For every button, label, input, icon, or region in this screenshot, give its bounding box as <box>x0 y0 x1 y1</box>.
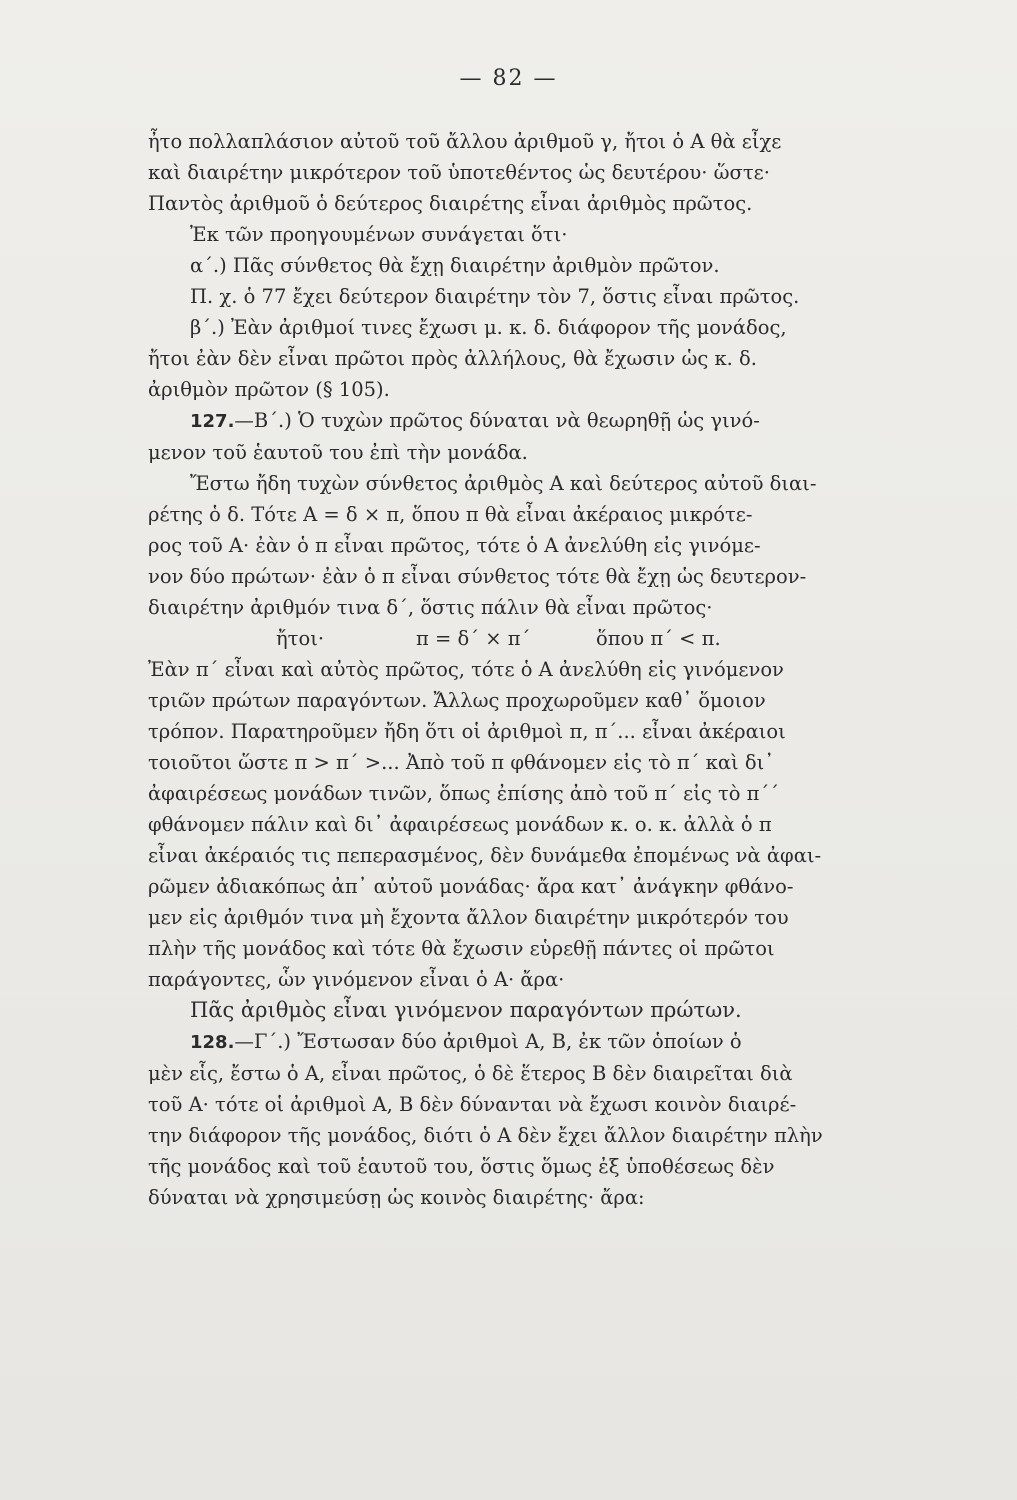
body-text <box>148 126 876 1213</box>
text-line: πλὴν τῆς μονάδος καὶ τότε θὰ ἔχωσιν εὑρεθῇ πάντες οἱ πρῶτοι <box>148 937 775 960</box>
corollary-b: β΄.) Ἐὰν ἀριθμοί τινες ἔχωσι μ. κ. δ. διάφορον τῆς μονάδος, <box>190 316 787 339</box>
text-line: τριῶν πρώτων παραγόντων. Ἄλλως προχωροῦμεν καθ᾿ ὅμοιον <box>148 689 766 712</box>
text-line: ρῶμεν ἀδιακόπως ἀπ᾿ αὐτοῦ μονάδας· ἄρα κατ᾿ ἀνάγκην φθάνο- <box>148 875 794 898</box>
formula-line <box>148 623 876 654</box>
text-line: νον δύο πρώτων· ἐὰν ὁ π εἶναι σύνθετος τότε θὰ ἔχῃ ὡς δευτερον- <box>148 565 807 588</box>
theorem-statement: Παντὸς ἀριθμοῦ ὁ δεύτερος διαιρέτης εἶναι ἀριθμὸς πρῶτος. <box>148 192 753 215</box>
formula-equation: π = δ΄ × π΄ <box>416 627 531 650</box>
section-number: 128. <box>190 1032 235 1053</box>
section-number: 127. <box>190 411 235 432</box>
example-line: Π. χ. ὁ 77 ἔχει δεύτερον διαιρέτην τὸν 7, ὅστις εἶναι πρῶτος. <box>190 285 800 308</box>
text-line: διαιρέτην ἀριθμόν τινα δ΄, ὅστις πάλιν θὰ εἶναι πρῶτος· <box>148 596 713 619</box>
theorem-conclusion: Πᾶς ἀριθμὸς εἶναι γινόμενον παραγόντων πρώτων. <box>190 998 742 1022</box>
text-line: εἶναι ἀκέραιός τις πεπερασμένος, δὲν δυνάμεθα ἐπομένως νὰ ἀφαι- <box>148 844 822 867</box>
text-line: ἤτοι ἐὰν δὲν εἶναι πρῶτοι πρὸς ἀλλήλους, θὰ ἔχωσιν ὡς κ. δ. <box>148 347 757 370</box>
text-line: τῆς μονάδος καὶ τοῦ ἑαυτοῦ του, ὅστις ὅμως ἐξ ὑποθέσεως δὲν <box>148 1155 775 1178</box>
text-line: ἀφαιρέσεως μονάδων τινῶν, ὅπως ἐπίσης ἀπὸ τοῦ π΄ εἰς τὸ π΄΄ <box>148 782 779 805</box>
text-line: Ἐκ τῶν προηγουμένων συνάγεται ὅτι· <box>190 223 568 246</box>
text-line: Ἔστω ἤδη τυχὼν σύνθετος ἀριθμὸς Α καὶ δεύτερος αὐτοῦ διαι- <box>190 472 817 495</box>
text-line: ρος τοῦ Α· ἐὰν ὁ π εἶναι πρῶτος, τότε ὁ Α ἀνελύθη εἰς γινόμε- <box>148 534 761 557</box>
section-128-heading: 128.—Γ΄.) Ἔστωσαν δύο ἀριθμοὶ Α, Β, ἐκ τῶν ὁποίων ὁ <box>190 1030 742 1053</box>
text-line: τοῦ Α· τότε οἱ ἀριθμοὶ Α, Β δὲν δύνανται νὰ ἔχωσι κοινὸν διαιρέ- <box>148 1093 797 1116</box>
text-line: παράγοντες, ὧν γινόμενον εἶναι ὁ Α· ἄρα· <box>148 968 565 991</box>
page-number: — 82 — <box>459 66 558 91</box>
text-line: την διάφορον τῆς μονάδος, διότι ὁ Α δὲν ἔχει ἄλλον διαιρέτην πλὴν <box>148 1124 823 1147</box>
text-line: καὶ διαιρέτην μικρότερον τοῦ ὑποτεθέντος ὡς δευτέρου· ὥστε· <box>148 161 770 184</box>
text-line: μενον τοῦ ἑαυτοῦ του ἐπὶ τὴν μονάδα. <box>148 441 528 464</box>
formula-lead: ἤτοι· <box>276 627 325 650</box>
text-line: μεν εἰς ἀριθμόν τινα μὴ ἔχοντα ἄλλον διαιρέτην μικρότερόν του <box>148 906 789 929</box>
text-line: μὲν εἷς, ἔστω ὁ Α, εἶναι πρῶτος, ὁ δὲ ἕτερος Β δὲν διαιρεῖται διὰ <box>148 1062 793 1085</box>
text-line: Ἐὰν π΄ εἶναι καὶ αὐτὸς πρῶτος, τότε ὁ Α ἀνελύθη εἰς γινόμενον <box>148 658 784 681</box>
text-line: δύναται νὰ χρησιμεύσῃ ὡς κοινὸς διαιρέτης· ἄρα: <box>148 1186 645 1209</box>
section-127-heading: 127.—Β΄.) Ὁ τυχὼν πρῶτος δύναται νὰ θεωρηθῇ ὡς γινό- <box>190 409 760 432</box>
text-line: τοιοῦτοι ὥστε π > π΄ >... Ἀπὸ τοῦ π φθάνομεν εἰς τὸ π΄ καὶ δι᾿ <box>148 751 774 774</box>
corollary-a: α΄.) Πᾶς σύνθετος θὰ ἔχῃ διαιρέτην ἀριθμὸν πρῶτον. <box>190 254 720 277</box>
text-line: φθάνομεν πάλιν καὶ δι᾿ ἀφαιρέσεως μονάδων κ. ο. κ. ἀλλὰ ὁ π <box>148 813 772 836</box>
text-line: ἦτο πολλαπλάσιον αὐτοῦ τοῦ ἄλλου ἀριθμοῦ γ, ἤτοι ὁ Α θὰ εἶχε <box>148 130 782 153</box>
text-line: ἀριθμὸν πρῶτον (§ 105). <box>148 378 390 401</box>
formula-condition: ὅπου π΄ < π. <box>596 627 721 650</box>
text-line: ρέτης ὁ δ. Τότε Α = δ × π, ὅπου π θὰ εἶναι ἀκέραιος μικρότε- <box>148 503 753 526</box>
text-line: τρόπον. Παρατηροῦμεν ἤδη ὅτι οἱ ἀριθμοὶ π, π΄... εἶναι ἀκέραιοι <box>148 720 786 743</box>
